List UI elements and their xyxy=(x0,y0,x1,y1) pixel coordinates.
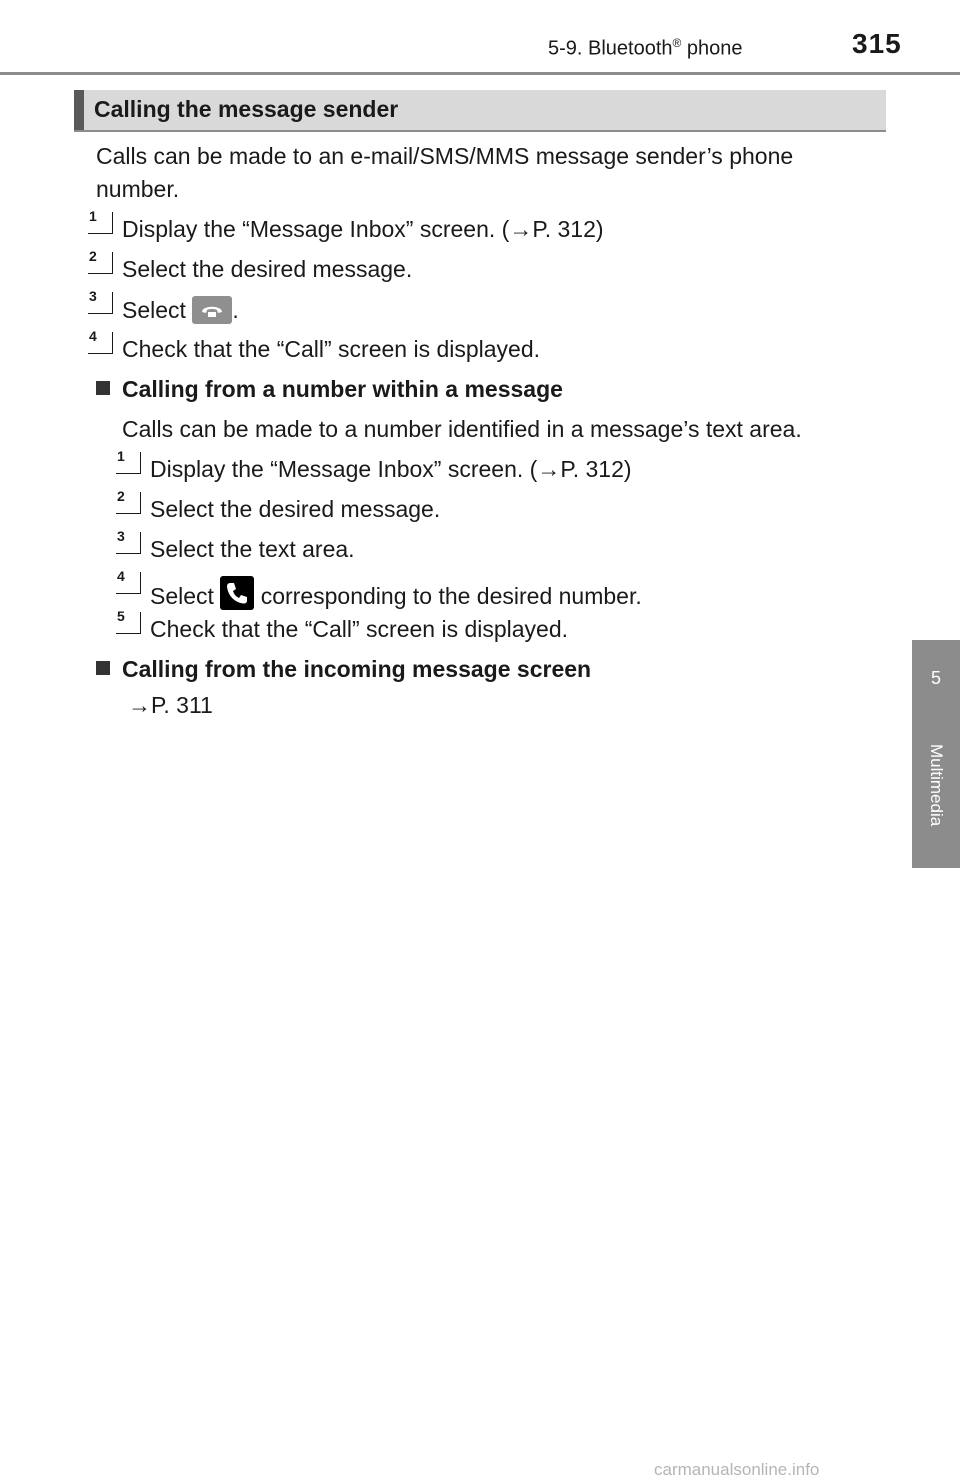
step-number-box: 2 xyxy=(116,492,141,514)
step-number-box: 3 xyxy=(88,292,113,314)
registered-mark: ® xyxy=(672,36,682,50)
step-text: Check that the “Call” screen is displayed. xyxy=(122,336,541,362)
step-text: Select the text area. xyxy=(150,536,355,562)
phone-call-icon xyxy=(220,576,254,610)
step-text: Select . xyxy=(122,297,239,323)
step-text: Display the “Message Inbox” screen. (→P. 312) xyxy=(122,216,604,242)
intro-line-1: Calls can be made to an e-mail/SMS/MMS message sender’s phone xyxy=(96,143,794,169)
step-number-box: 4 xyxy=(88,332,113,354)
step-text: Check that the “Call” screen is displayed. xyxy=(150,616,569,642)
step-text: Select corresponding to the desired number. xyxy=(150,576,642,610)
step-text: Select the desired message. xyxy=(150,496,441,522)
chapter-tab-title: Multimedia xyxy=(927,744,946,827)
bullet-square-icon xyxy=(96,381,110,395)
section-title: Calling the message sender xyxy=(94,96,399,122)
phone-handset-icon xyxy=(192,296,232,324)
step-text: Display the “Message Inbox” screen. (→P. 312) xyxy=(150,456,632,482)
page-reference-link[interactable]: →P. 311 xyxy=(128,692,213,718)
step-number-box: 1 xyxy=(116,452,141,474)
step-number-box: 1 xyxy=(88,212,113,234)
chapter-tab-number: 5 xyxy=(930,668,941,688)
subsection-heading: Calling from a number within a message xyxy=(96,376,563,403)
intro-line-2: number. xyxy=(96,176,180,202)
subsection-heading: Calling from the incoming message screen xyxy=(96,656,591,683)
step-text: Select the desired message. xyxy=(122,256,413,282)
section-label xyxy=(548,36,743,61)
section-prefix: 5-9. Bluetooth xyxy=(548,37,673,60)
bullet-square-icon xyxy=(96,661,110,675)
footer-watermark: carmanualsonline.info xyxy=(654,1460,820,1479)
section-title-bar xyxy=(74,90,886,132)
step-number-box: 3 xyxy=(116,532,141,554)
step-number-box: 4 xyxy=(116,572,141,594)
chapter-tab xyxy=(912,640,960,868)
section-suffix: phone xyxy=(681,37,743,60)
subsection-description: Calls can be made to a number identified in a message’s text area. xyxy=(122,416,802,442)
step-number-box: 5 xyxy=(116,612,141,634)
page-number: 315 xyxy=(852,28,902,59)
step-number-box: 2 xyxy=(88,252,113,274)
header-divider xyxy=(0,72,960,75)
